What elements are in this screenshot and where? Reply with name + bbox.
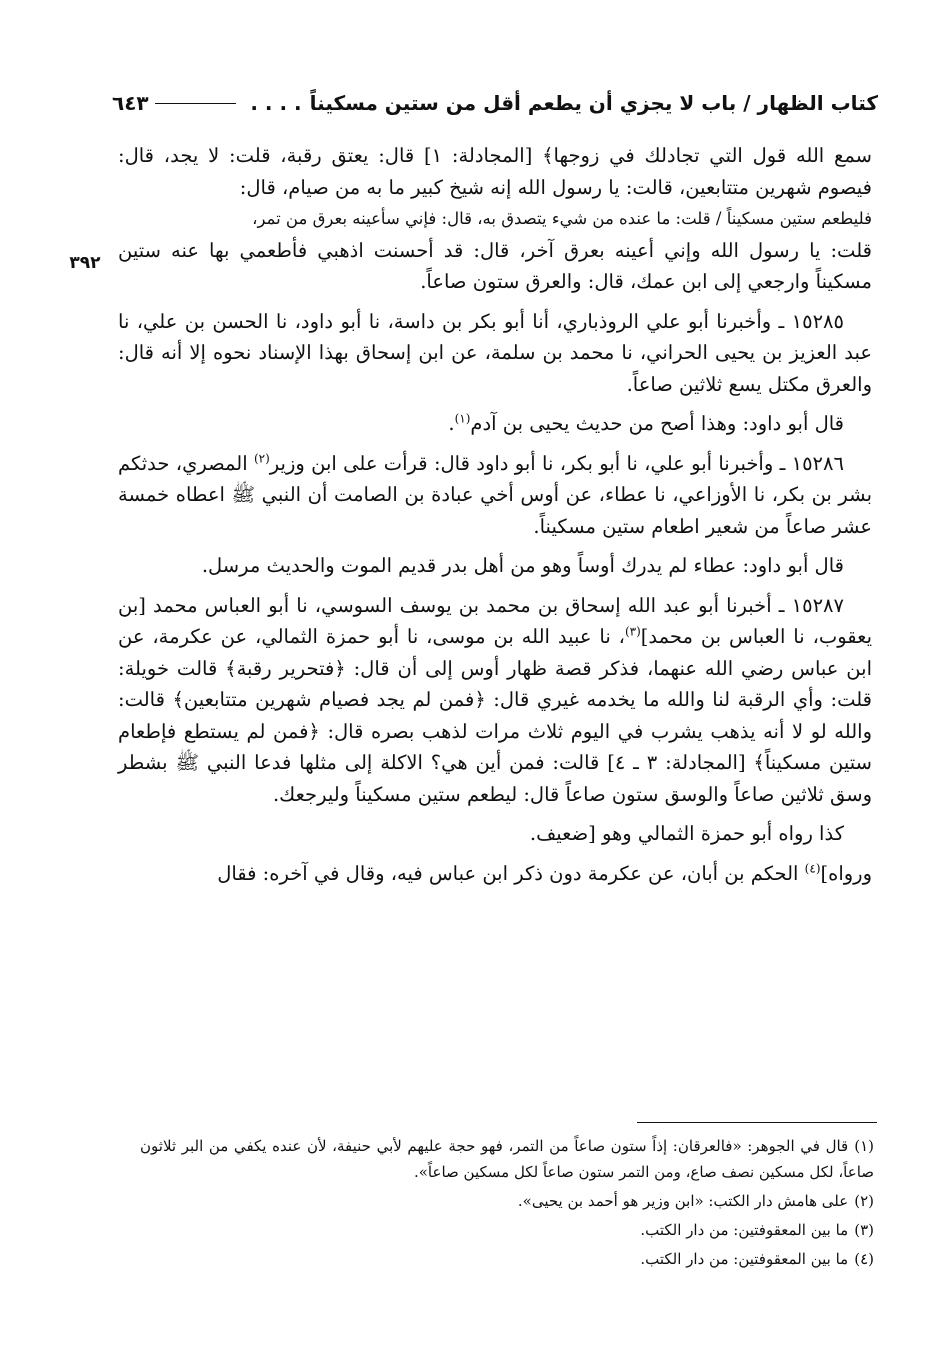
- page-number: ٦٤٣: [112, 91, 149, 115]
- paragraph-text-after: .: [448, 412, 455, 435]
- footnote: [140, 1217, 874, 1243]
- main-text: [118, 140, 872, 897]
- header-ellipsis: . . . .: [250, 91, 302, 115]
- paragraph-text: قال أبو داود: وهذا أصح من حديث يحيى بن آدم: [470, 412, 844, 435]
- margin-page-reference: ٣٩٢: [69, 253, 101, 273]
- footnotes-section: [140, 1133, 874, 1275]
- paragraph-text: كذا رواه أبو حمزة الثمالي وهو [ضعيف.: [529, 822, 844, 845]
- footnote-marker: (٤): [804, 861, 821, 875]
- footnote-marker: (٣): [624, 624, 641, 639]
- footnote: [140, 1246, 874, 1272]
- footnote-number: (٢): [854, 1192, 874, 1210]
- paragraph: [118, 858, 872, 890]
- footnote-text: ما بين المعقوفتين: من دار الكتب.: [640, 1250, 849, 1268]
- header-rule: [155, 103, 237, 104]
- commentary-paragraph: [118, 818, 872, 850]
- paragraph-text: ١٥٢٨٦ ـ وأخبرنا أبو علي، نا أبو بكر، نا أبو داود قال: قرأت على ابن وزير: [269, 451, 844, 475]
- paragraph: [118, 203, 872, 235]
- paragraph-text: ١٥٢٨٥ ـ وأخبرنا أبو علي الروذباري، أنا أبو بكر بن داسة، نا أبو داود، نا الحسن بن علي، نا عبد العزيز بن يحيى الحراني، نا محمد بن سلمة، عن ابن إسحاق بهذا الإسناد نحوه إلا أنه قال: والعرق مكتل يسع ثلاثين صاعاً.: [118, 309, 872, 396]
- hadith-15286: [118, 448, 872, 543]
- hadith-15285: [118, 306, 872, 401]
- hadith-15287: [118, 590, 872, 811]
- running-header: [112, 86, 878, 120]
- footnote-number: (١): [854, 1137, 874, 1155]
- paragraph: [118, 235, 872, 298]
- footnote-text: على هامش دار الكتب: «ابن وزير هو أحمد بن يحيى».: [517, 1192, 849, 1210]
- paragraph-text: قال أبو داود: عطاء لم يدرك أوساً وهو من أهل بدر قديم الموت والحديث مرسل.: [201, 554, 844, 577]
- footnote-number: (٣): [854, 1221, 874, 1239]
- paragraph-text: سمع الله قول التي تجادلك في زوجها﴾ [المجادلة: ١] قال: يعتق رقبة، قلت: لا يجد، قال: فيصوم شهرين متتابعين، قالت: يا رسول الله إنه شيخ كبير ما به من صيام، قال:: [118, 144, 872, 199]
- footnote: [140, 1133, 874, 1185]
- footnote-text: قال في الجوهر: «فالعرقان: إذاً ستون صاعاً من التمر، فهو حجة عليهم لأبي حنيفة، لأن عنده يكفي من البر ثلاثون صاعاً، لكل مسكين نصف صاع، ومن التمر ستون صاعاً لكل مسكين صاعاً».: [140, 1137, 874, 1181]
- paragraph-text: فليطعم ستين مسكيناً / قلت: ما عنده من شيء يتصدق به، قال: فإني سأعينه بعرق من تمر،: [252, 209, 872, 228]
- footnote-separator: [637, 1122, 877, 1123]
- commentary-paragraph: [118, 408, 872, 440]
- paragraph-text-after: الحكم بن أبان، عن عكرمة دون ذكر ابن عباس فيه، وقال في آخره: فقال: [217, 861, 805, 885]
- paragraph-text: ورواه]: [820, 861, 872, 885]
- paragraph: [118, 140, 872, 203]
- chapter-title: كتاب الظهار / باب لا يجزي أن يطعم أقل من ستين مسكيناً: [309, 91, 878, 115]
- paragraph-text-after: ، نا عبيد الله بن موسى، نا أبو حمزة الثمالي، عن عكرمة، عن ابن عباس رضي الله عنهما، فذكر قصة ظهار أوس إلى أن قال: ﴿فتحرير رقبة﴾ قالت خويلة: قلت: وأي الرقبة لنا والله ما يخدمه غيري قال: ﴿فمن لم يجد فصيام شهرين متتابعين﴾ قالت: والله لو لا أنه يذهب يشرب في اليوم ثلاث مرات لذهب بصره قال: ﴿فمن لم يستطع فإطعام ستين مسكيناً﴾ [المجادلة: ٣ ـ ٤] قالت: فمن أين هي؟ الاكلة إلى مثلها فدعا النبي ﷺ بشطر وسق ثلاثين صاعاً والوسق ستون صاعاً قال: ليطعم ستين مسكيناً وليرجعك.: [118, 625, 872, 806]
- paragraph-text-after: المصري، حدثكم بشر بن بكر، نا الأوزاعي، نا عطاء، عن أوس أخي عبادة بن الصامت أن النبي ﷺ اعطاه خمسة عشر صاعاً من شعير اطعام ستين مسكيناً.: [118, 451, 872, 538]
- footnote-marker: (١): [454, 411, 471, 426]
- footnote-text: ما بين المعقوفتين: من دار الكتب.: [640, 1221, 849, 1239]
- footnote-number: (٤): [854, 1250, 874, 1268]
- commentary-paragraph: [118, 550, 872, 582]
- paragraph-text: ١٥٢٨٧ ـ أخبرنا أبو عبد الله إسحاق بن محمد بن يوسف السوسي، نا أبو العباس محمد [بن يعقوب، نا العباس بن محمد]: [118, 593, 873, 648]
- footnote: [140, 1188, 874, 1214]
- footnote-marker: (٢): [253, 451, 270, 465]
- paragraph-text: قلت: يا رسول الله وإني أعينه بعرق آخر، قال: قد أحسنت اذهبي فأطعمي بها عنه ستين مسكيناً وارجعي إلى ابن عمك، قال: والعرق ستون صاعاً.: [118, 238, 872, 293]
